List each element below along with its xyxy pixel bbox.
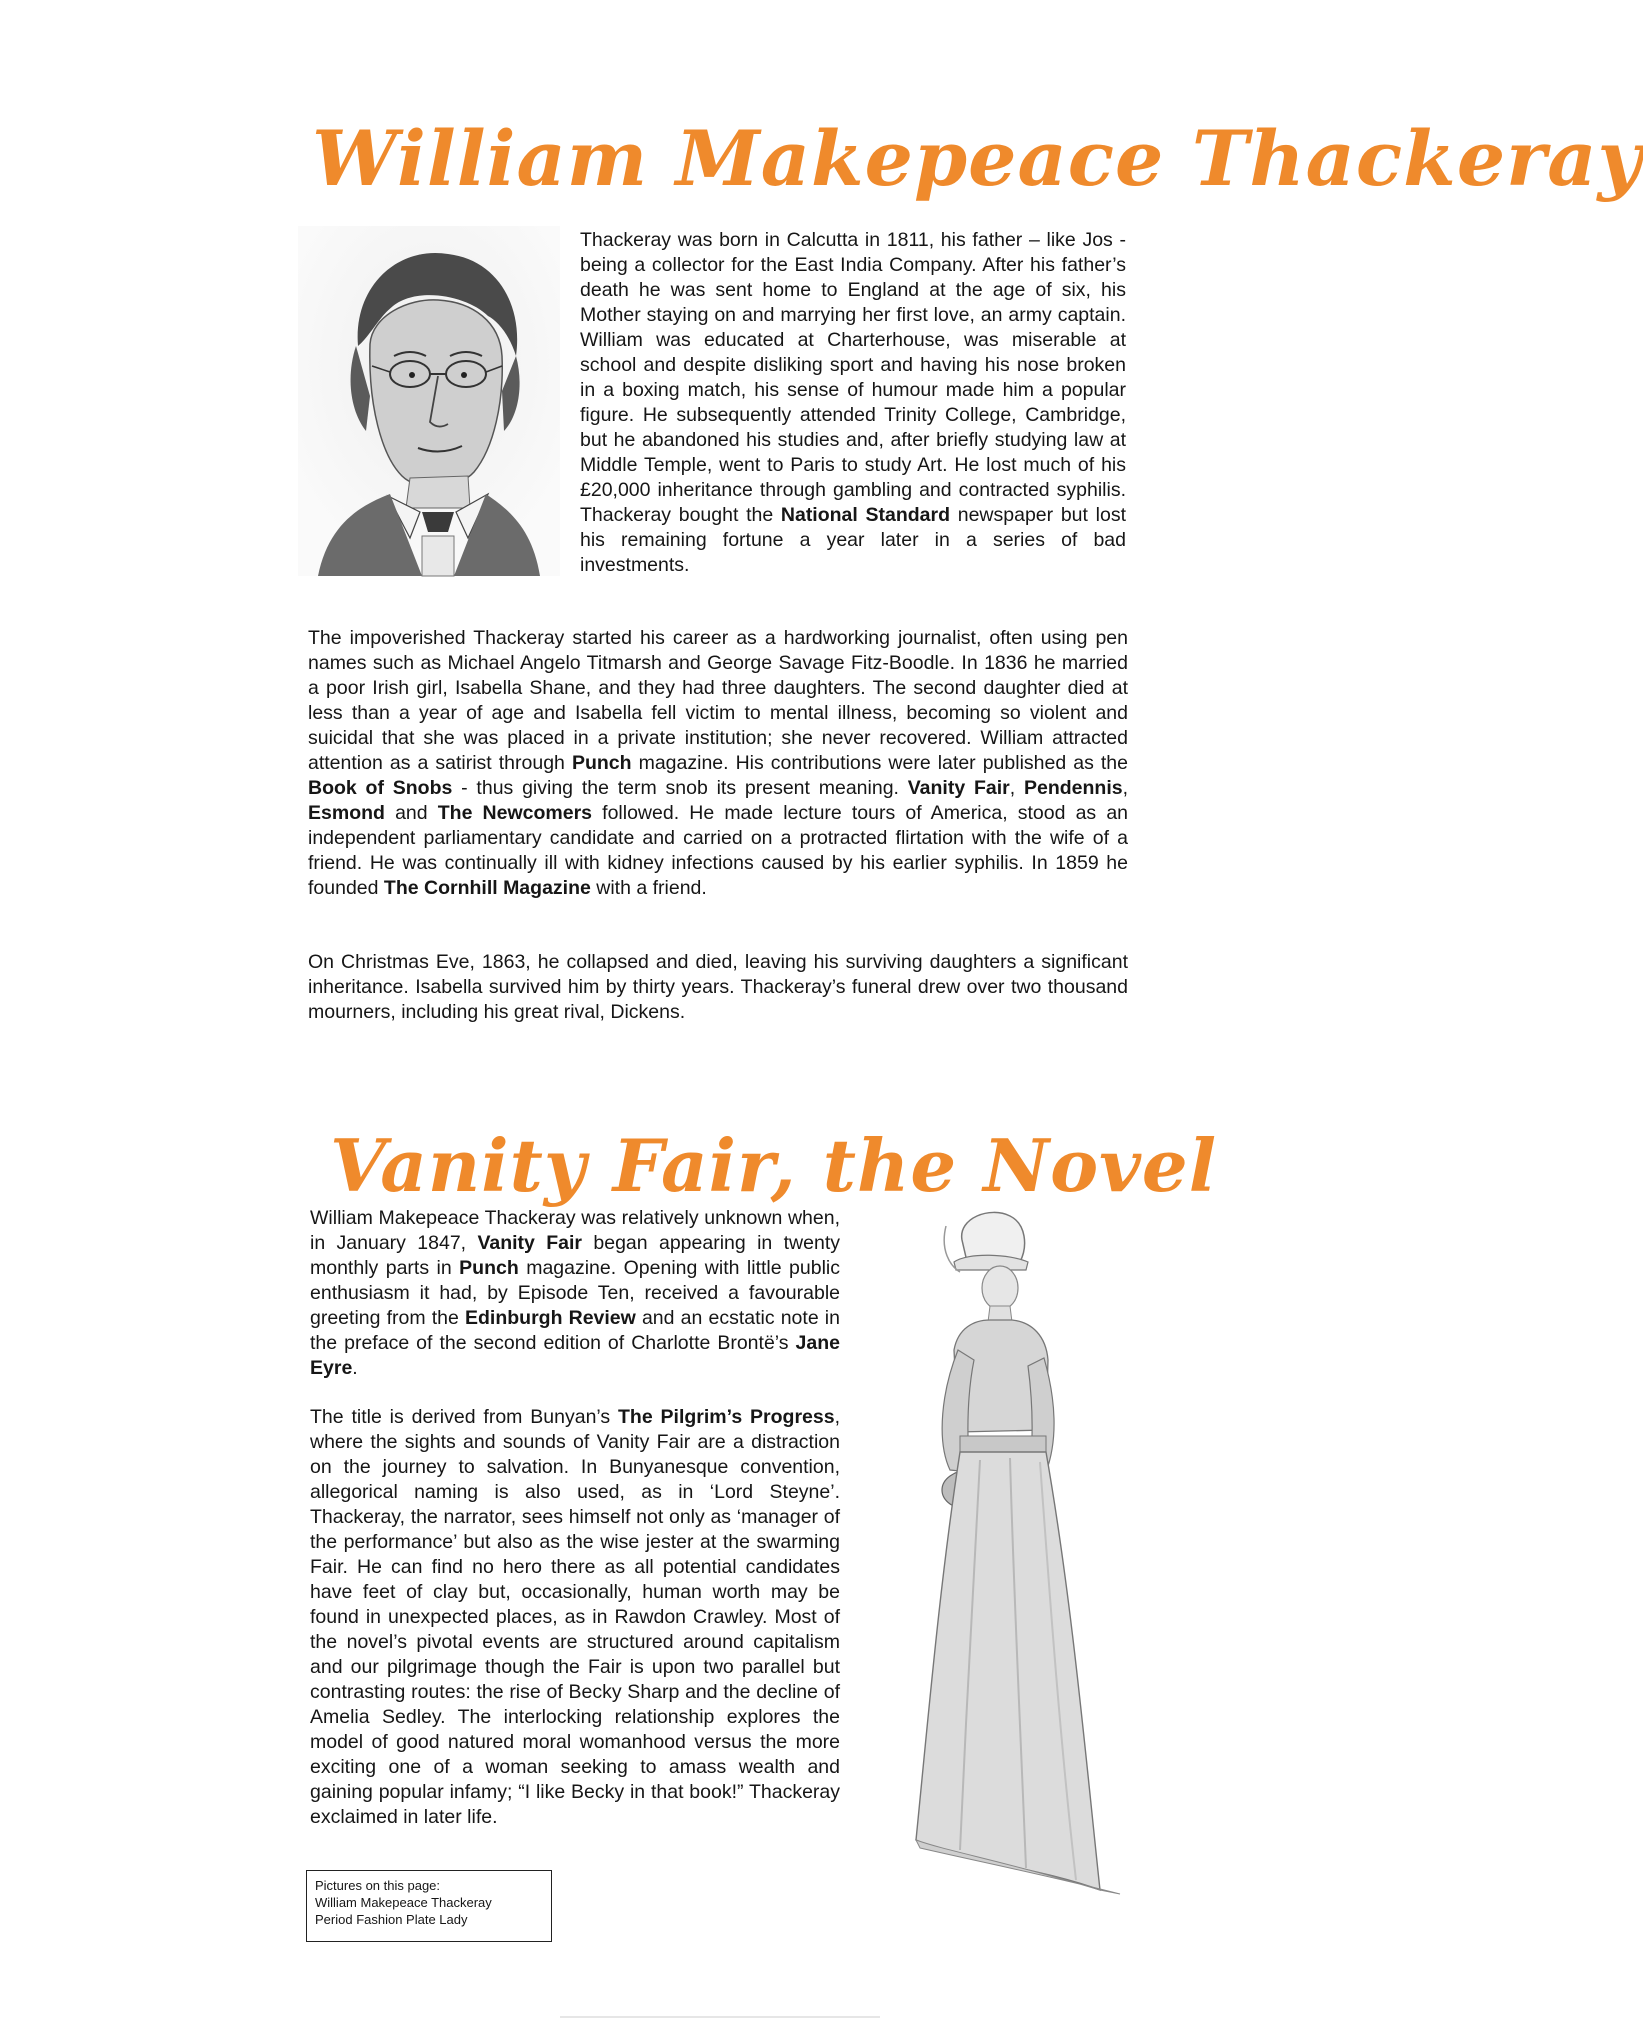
novel-paragraph-2 xyxy=(310,1405,840,1830)
body-text: , xyxy=(1122,777,1129,799)
body-text: , xyxy=(1009,777,1024,799)
author-title: William Makepeace Thackeray xyxy=(312,113,1643,203)
picture-caption-box xyxy=(306,1870,552,1942)
body-text: The title is derived from Bunyan’s xyxy=(310,1406,619,1428)
bold-title-text: Punch xyxy=(459,1257,519,1279)
body-text: , where the sights and sounds of Vanity Fair are a distraction on the journey to salvation. In Bunyanesque convention, allegorical naming is also used, as in ‘Lord Steyne’. Thackeray, the narrator, sees himself not only as ‘manager of the performance’ but also as the wise jester at the swarming Fair. He can find no hero there as all potential candidates have feet of clay but, occasionally, human worth may be found in unexpected places, as in Rawdon Crawley. Most of the novel’s pivotal events are structured around capitalism and our pilgrimage though the Fair is upon two parallel but contrasting routes: the rise of Becky Sharp and the decline of Amelia Sedley. The interlocking relationship explores the model of good natured moral womanhood versus the more exciting one of a woman seeking to amass wealth and gaining popular infamy; “I like Becky in that book!” Thackeray exclaimed in later life. xyxy=(310,1406,841,1828)
novel-title: Vanity Fair, the Novel xyxy=(330,1122,1218,1208)
bold-title-text: Esmond xyxy=(308,802,385,824)
bold-title-text: National Standard xyxy=(780,504,951,526)
bold-title-text: Vanity Fair xyxy=(907,777,1010,799)
body-text: followed. He made lecture tours of America, stood as an independent parliamentary candidate and carried on a protracted flirtation with the wife of a friend. He was continually ill with kidney infections caused by his earlier syphilis. In 1859 he founded xyxy=(308,802,1129,899)
body-text: On Christmas Eve, 1863, he collapsed and died, leaving his surviving daughters a significant inheritance. Isabella survived him by thirty years. Thackeray’s funeral drew over two thousand mourners, including his great rival, Dickens. xyxy=(308,951,1128,1023)
bold-title-text: The Newcomers xyxy=(437,802,593,824)
bold-title-text: Pendennis xyxy=(1023,777,1123,799)
novel-paragraph-1 xyxy=(310,1206,840,1381)
body-text: and xyxy=(384,802,438,824)
page-edge-mark xyxy=(560,2016,880,2018)
biography-paragraph-1 xyxy=(580,228,1126,578)
body-text: - thus giving the term snob its present meaning. xyxy=(452,777,908,799)
body-text: and an ecstatic note in the preface of the second edition of Charlotte Brontë’s xyxy=(310,1307,840,1354)
body-text: newspaper but lost his remaining fortune a year later in a series of bad investments. xyxy=(580,504,1126,576)
body-text: magazine. His contributions were later published as the xyxy=(631,752,1128,774)
bold-title-text: The Cornhill Magazine xyxy=(383,877,591,899)
biography-paragraph-3 xyxy=(308,950,1128,1025)
body-text: . xyxy=(352,1357,358,1379)
fashion-plate-lady-illustration xyxy=(850,1200,1140,1900)
bold-title-text: Book of Snobs xyxy=(308,777,453,799)
body-text: The impoverished Thackeray started his career as a hardworking journalist, often using pen names such as Michael Angelo Titmarsh and George Savage Fitz-Boodle. In 1836 he married a poor Irish girl, Isabella Shane, and they had three daughters. The second daughter died at less than a year of age and Isabella fell victim to mental illness, becoming so violent and suicidal that she was placed in a private institution; she never recovered. William attracted attention as a satirist through xyxy=(308,627,1128,774)
bold-title-text: Vanity Fair xyxy=(477,1232,583,1254)
thackeray-portrait xyxy=(298,226,560,576)
caption-line-fashion-plate: Period Fashion Plate Lady xyxy=(315,1912,468,1927)
bold-title-text: Jane Eyre xyxy=(310,1332,840,1379)
body-text: began appearing in twenty monthly parts in xyxy=(310,1232,840,1279)
bold-title-text: Punch xyxy=(571,752,632,774)
caption-heading: Pictures on this page: xyxy=(315,1878,441,1893)
body-text: Thackeray was born in Calcutta in 1811, his father – like Jos - being a collector for the East India Company. After his father’s death he was sent home to England at the age of six, his Mother staying on and marrying her first love, an army captain. William was educated at Charterhouse, was miserable at school and despite disliking sport and having his nose broken in a boxing match, his sense of humour made him a popular figure. He subsequently attended Trinity College, Cambridge, but he abandoned his studies and, after briefly studying law at Middle Temple, went to Paris to study Art. He lost much of his £20,000 inheritance through gambling and contracted syphilis. Thackeray bought the xyxy=(580,229,1126,526)
biography-paragraph-2 xyxy=(308,626,1128,901)
body-text: with a friend. xyxy=(590,877,707,899)
bold-title-text: Edinburgh Review xyxy=(465,1307,636,1329)
body-text: magazine. Opening with little public enthusiasm it had, by Episode Ten, received a favourable greeting from the xyxy=(310,1257,840,1329)
bold-title-text: The Pilgrim’s Progress xyxy=(618,1406,835,1428)
body-text: William Makepeace Thackeray was relatively unknown when, in January 1847, xyxy=(310,1207,840,1254)
caption-line-portrait: William Makepeace Thackeray xyxy=(315,1895,492,1910)
